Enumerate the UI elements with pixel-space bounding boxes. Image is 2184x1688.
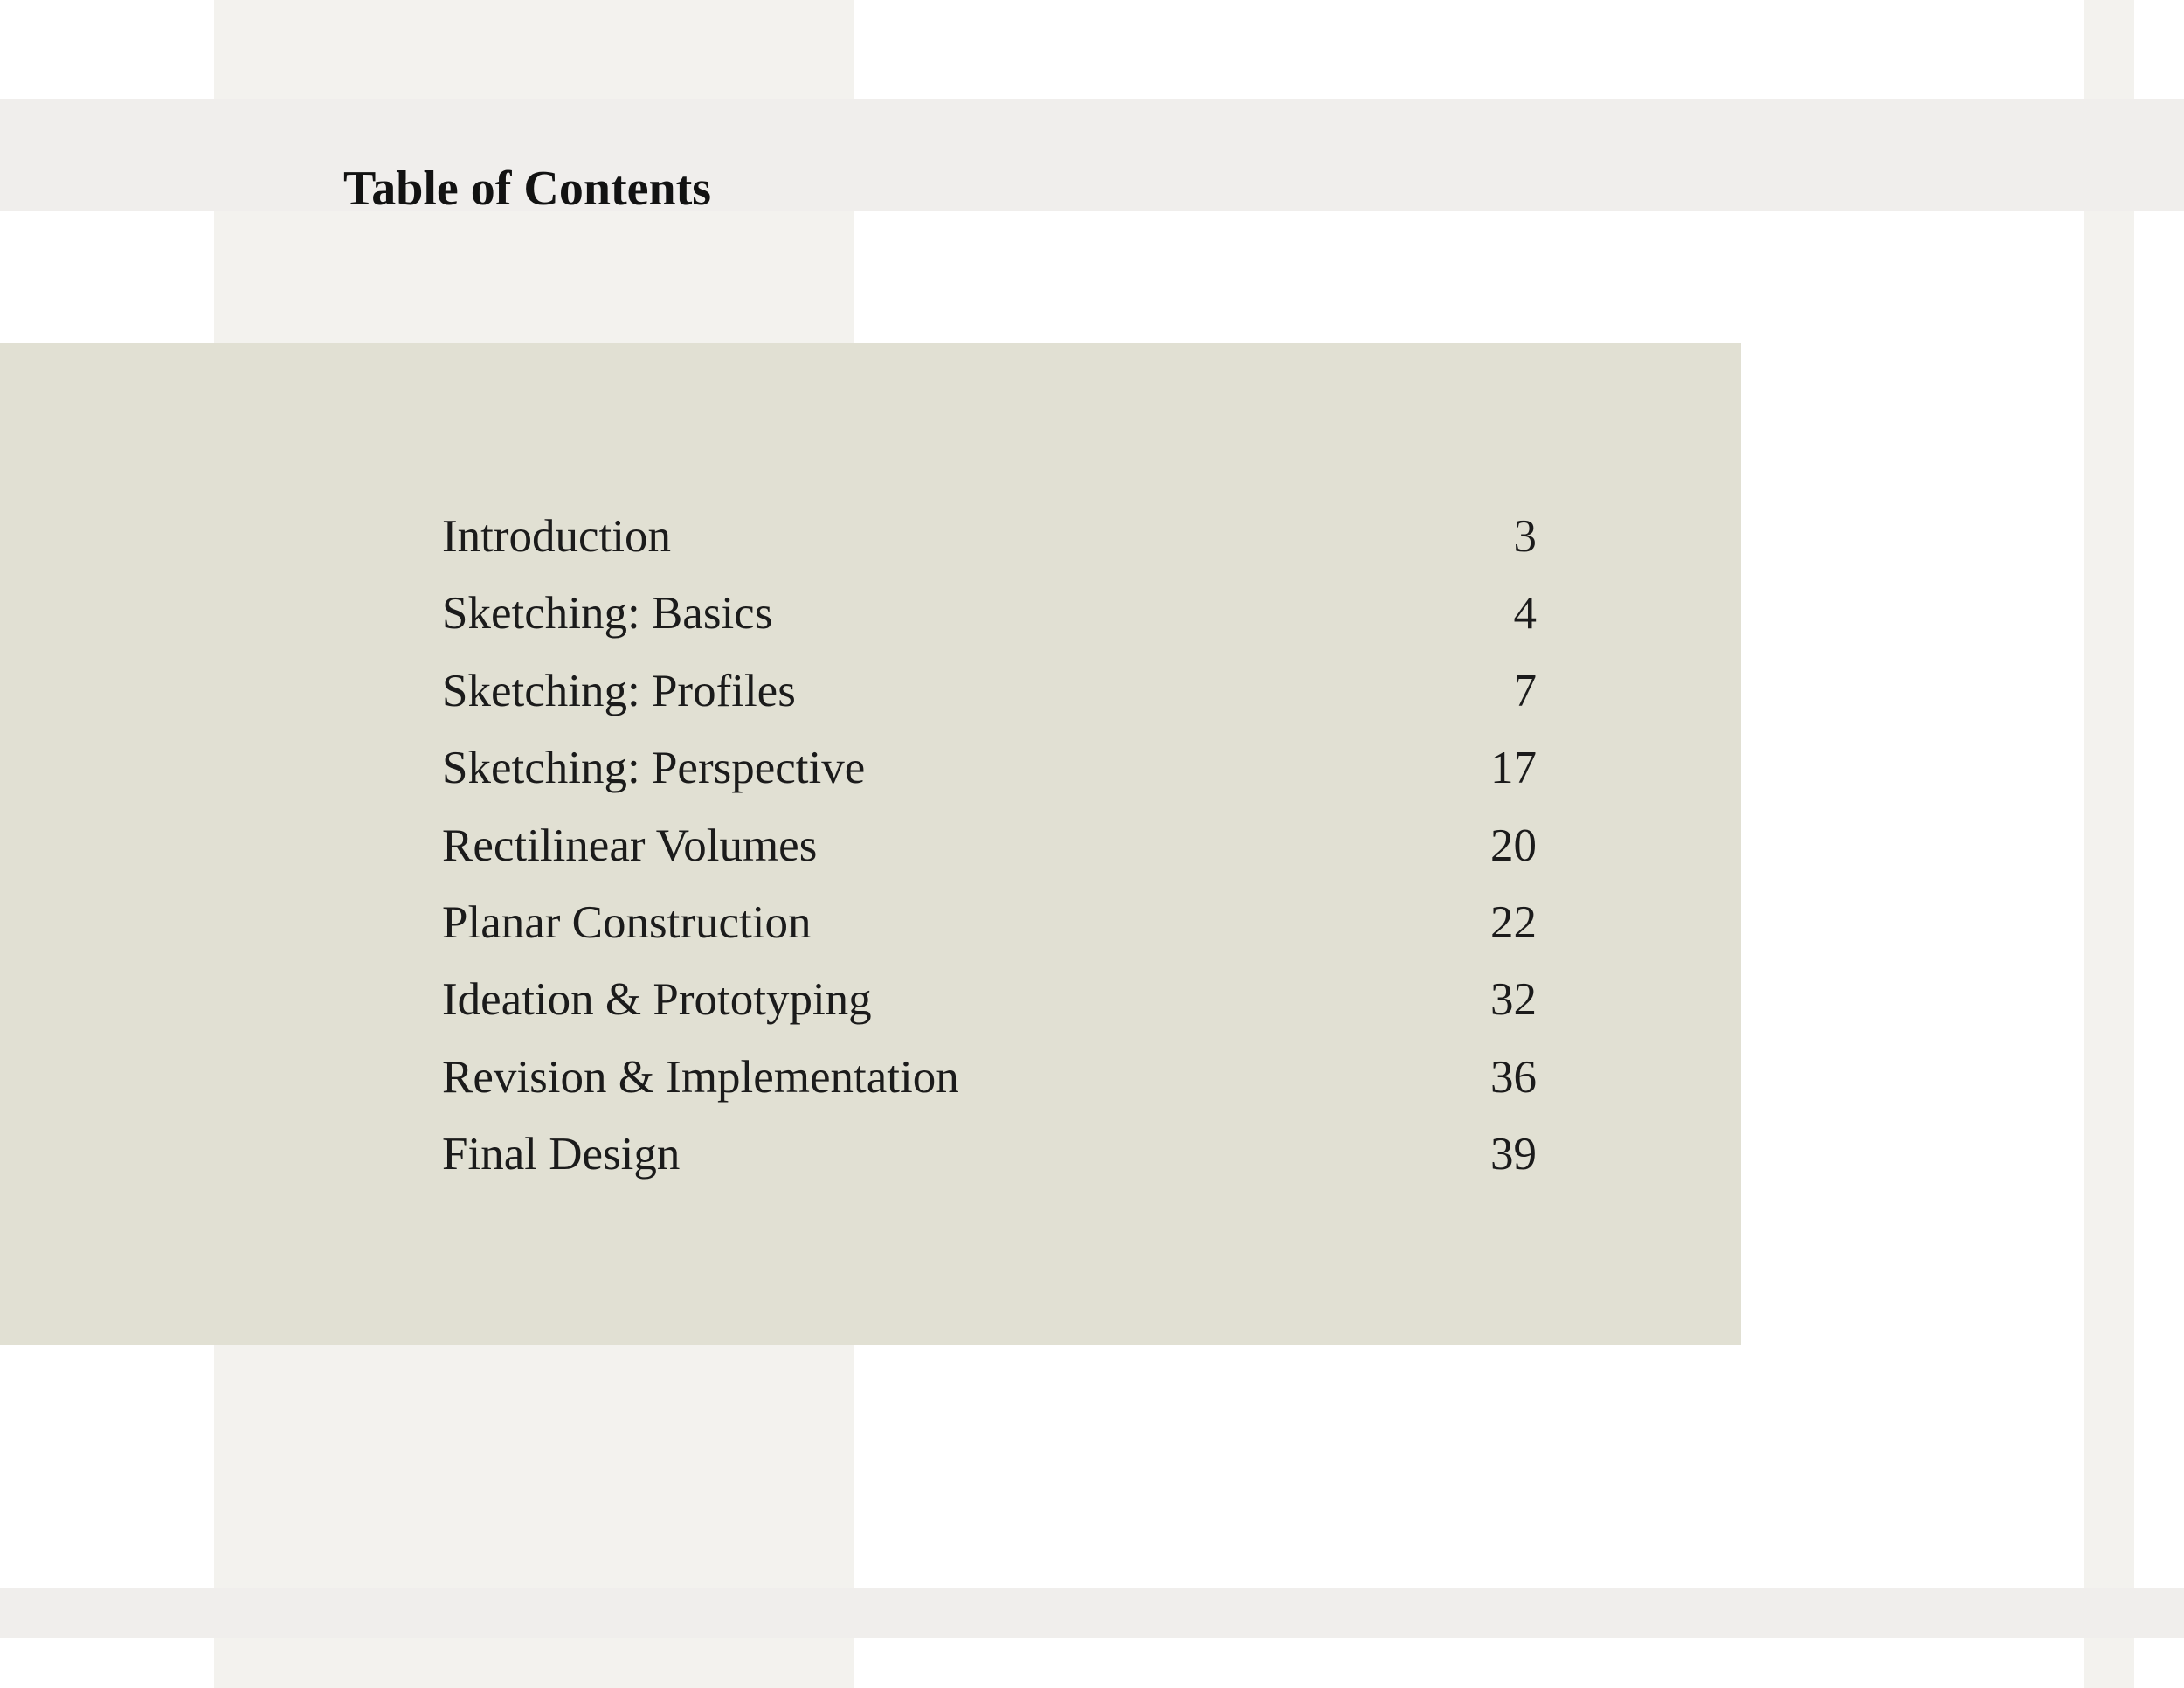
toc-entry-sketching-basics[interactable] xyxy=(442,575,1537,652)
toc-list xyxy=(442,498,1537,1193)
toc-entry-page: 7 xyxy=(1513,665,1537,716)
toc-entry-page: 3 xyxy=(1513,511,1537,562)
toc-entry-page: 20 xyxy=(1490,820,1537,871)
toc-entry-introduction[interactable] xyxy=(442,498,1537,575)
toc-entry-planar-construction[interactable] xyxy=(442,884,1537,961)
toc-entry-ideation-prototyping[interactable] xyxy=(442,961,1537,1038)
toc-entry-page: 36 xyxy=(1490,1051,1537,1103)
toc-entry-page: 39 xyxy=(1490,1129,1537,1180)
right-column-band xyxy=(2084,0,2134,1688)
toc-entry-rectilinear-volumes[interactable] xyxy=(442,807,1537,884)
toc-entry-page: 17 xyxy=(1490,743,1537,794)
toc-entry-label: Final Design xyxy=(442,1129,681,1180)
toc-entry-label: Sketching: Basics xyxy=(442,588,773,640)
toc-entry-label: Ideation & Prototyping xyxy=(442,974,872,1026)
toc-entry-label: Revision & Implementation xyxy=(442,1051,959,1103)
toc-entry-label: Planar Construction xyxy=(442,896,812,948)
toc-entry-page: 32 xyxy=(1490,974,1537,1026)
toc-entry-page: 4 xyxy=(1513,588,1537,640)
toc-entry-label: Introduction xyxy=(442,511,671,562)
toc-entry-label: Sketching: Perspective xyxy=(442,743,866,794)
toc-entry-label: Sketching: Profiles xyxy=(442,665,796,716)
toc-entry-sketching-profiles[interactable] xyxy=(442,653,1537,730)
toc-entry-page: 22 xyxy=(1490,896,1537,948)
header-band xyxy=(0,99,2184,211)
toc-entry-revision-implementation[interactable] xyxy=(442,1039,1537,1116)
toc-entry-label: Rectilinear Volumes xyxy=(442,820,818,871)
page-title: Table of Contents xyxy=(343,161,712,216)
toc-entry-final-design[interactable] xyxy=(442,1116,1537,1193)
footer-band xyxy=(0,1588,2184,1638)
toc-entry-sketching-perspective[interactable] xyxy=(442,730,1537,806)
